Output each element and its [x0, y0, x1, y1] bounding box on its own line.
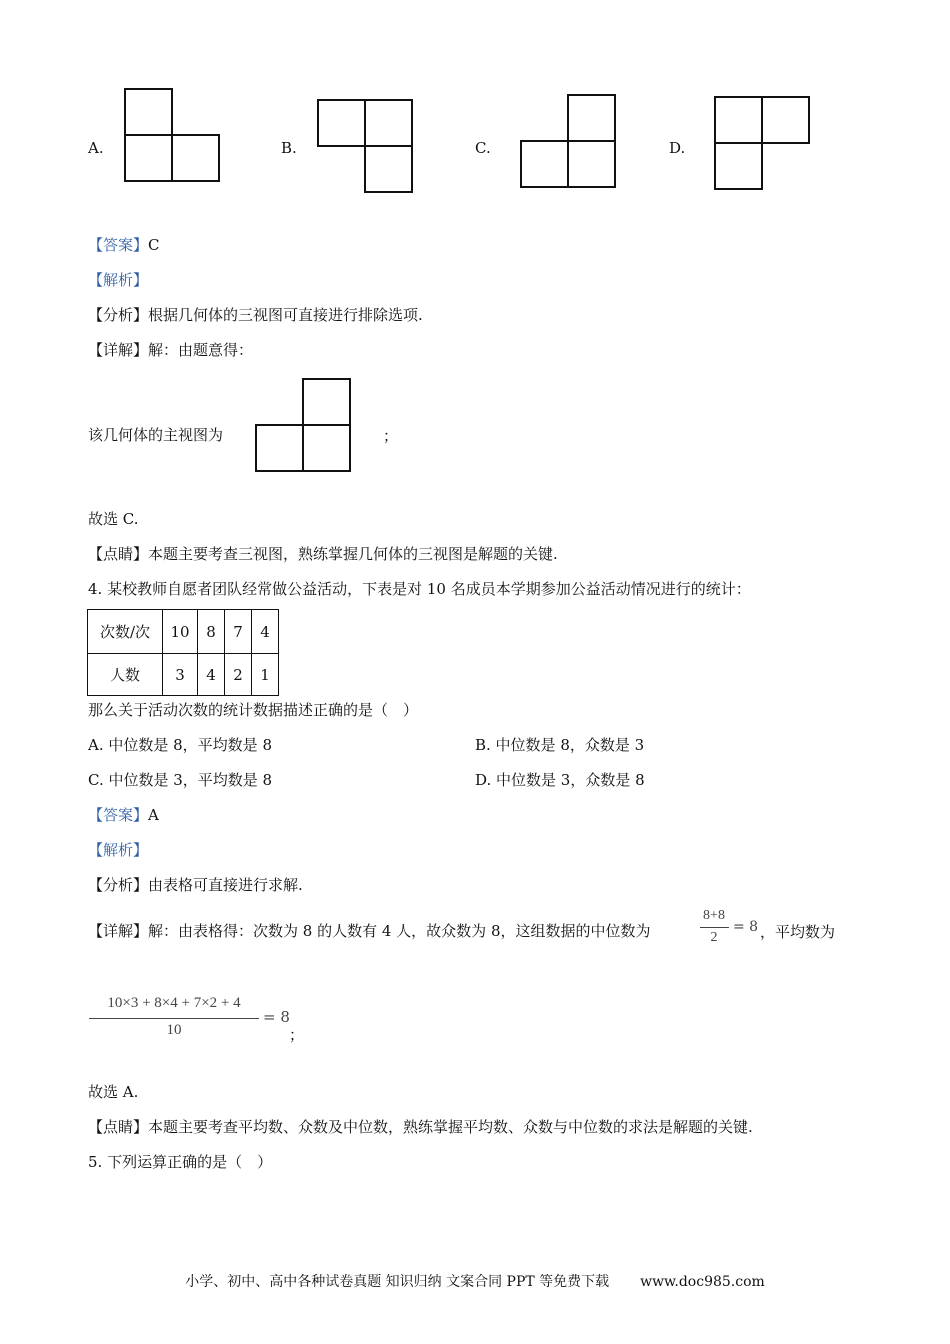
frac1-numerator: 8+8 [703, 908, 725, 923]
q4-dianjing-line [88, 1117, 753, 1137]
fenxi-text: 根据几何体的三视图可直接进行排除选项. [148, 306, 423, 324]
page-footer [0, 1271, 950, 1291]
table-cell: 人数 [88, 654, 163, 696]
q4-fenxi-line [88, 875, 303, 895]
dianjing-text: 本题主要考查平均数、众数及中位数，熟练掌握平均数、众数与中位数的求法是解题的关键. [148, 1118, 753, 1136]
fenxi-tag: 【分析】 [88, 876, 149, 894]
q3-main-view-text: 该几何体的主视图为 [88, 426, 224, 444]
q3-semicolon: ； [383, 427, 399, 445]
table-cell: 3 [163, 654, 198, 696]
q3-conclusion: 故选 C. [88, 510, 139, 528]
table-row [88, 610, 279, 654]
table-row [88, 654, 279, 696]
fenxi-text: 由表格可直接进行求解. [148, 876, 303, 894]
q5-stem: 5. 下列运算正确的是（ ） [88, 1153, 273, 1171]
q3-xiangjie-line [88, 340, 253, 360]
dianjing-tag: 【点睛】 [88, 545, 149, 563]
dianjing-text: 本题主要考查三视图，熟练掌握几何体的三视图是解题的关键. [148, 545, 558, 563]
frac1-denominator: 2 [710, 930, 718, 945]
q4-option-b: B. 中位数是 8，众数是 3 [475, 736, 645, 754]
footer-site-link[interactable]: www.doc985.com [640, 1274, 765, 1290]
frac1-bar [700, 927, 729, 928]
frac2-denominator: 10 [166, 1022, 182, 1038]
table-cell: 8 [198, 610, 225, 654]
option-d-figure [714, 96, 810, 190]
q4-question: 那么关于活动次数的统计数据描述正确的是（ ） [88, 701, 419, 719]
q4-analysis-line [88, 840, 148, 860]
option-b-label: B. [281, 139, 297, 157]
option-a-figure [124, 88, 220, 182]
table-cell: 4 [252, 610, 279, 654]
table-cell: 4 [198, 654, 225, 696]
after-frac1: ，平均数为 [760, 923, 836, 941]
xiangjie-tag: 【详解】 [88, 341, 149, 359]
option-c-figure [520, 94, 616, 188]
q3-answer-line [88, 235, 160, 255]
answer-value: C [148, 236, 160, 254]
q4-xiangjie-line [88, 921, 651, 941]
q3-analysis-line [88, 270, 148, 290]
answer-tag: 【答案】 [88, 806, 149, 824]
q4-option-a: A. 中位数是 8，平均数是 8 [88, 736, 272, 754]
q4-semicolon: ； [289, 1026, 305, 1044]
frac2-numerator: 10×3 + 8×4 + 7×2 + 4 [107, 995, 241, 1011]
q4-option-c: C. 中位数是 3，平均数是 8 [88, 771, 273, 789]
option-d-label: D. [669, 139, 686, 157]
option-b-figure [317, 99, 413, 193]
table-cell: 次数/次 [88, 610, 163, 654]
xiangjie-text: 解：由题意得： [148, 341, 254, 359]
answer-value: A [148, 806, 159, 824]
q4-conclusion: 故选 A. [88, 1083, 139, 1101]
q3-dianjing-line [88, 544, 558, 564]
fenxi-tag: 【分析】 [88, 306, 149, 324]
q3-fenxi-line [88, 305, 423, 325]
stats-table [87, 609, 279, 696]
frac1-result: = 8 [733, 919, 759, 935]
analysis-tag: 【解析】 [88, 841, 149, 859]
q4-stem: 4. 某校教师自愿者团队经常做公益活动，下表是对 10 名成员本学期参加公益活动情况进行的统计： [88, 580, 751, 598]
table-cell: 2 [225, 654, 252, 696]
dianjing-tag: 【点睛】 [88, 1118, 149, 1136]
option-a-label: A. [88, 139, 104, 157]
analysis-tag: 【解析】 [88, 271, 149, 289]
footer-text: 小学、初中、高中各种试卷真题 知识归纳 文案合同 PPT 等免费下载 [185, 1274, 610, 1290]
q4-answer-line [88, 805, 159, 825]
option-c-label: C. [475, 139, 491, 157]
main-view-figure [255, 378, 351, 472]
table-cell: 10 [163, 610, 198, 654]
q4-option-d: D. 中位数是 3，众数是 8 [475, 771, 645, 789]
answer-tag: 【答案】 [88, 236, 149, 254]
table-cell: 7 [225, 610, 252, 654]
frac2-result: = 8 [263, 1008, 290, 1026]
frac2-bar [89, 1018, 259, 1019]
xiangjie-tag: 【详解】 [88, 922, 149, 940]
xiangjie-text: 解：由表格得：次数为 8 的人数有 4 人，故众数为 8，这组数据的中位数为 [148, 922, 651, 940]
table-cell: 1 [252, 654, 279, 696]
